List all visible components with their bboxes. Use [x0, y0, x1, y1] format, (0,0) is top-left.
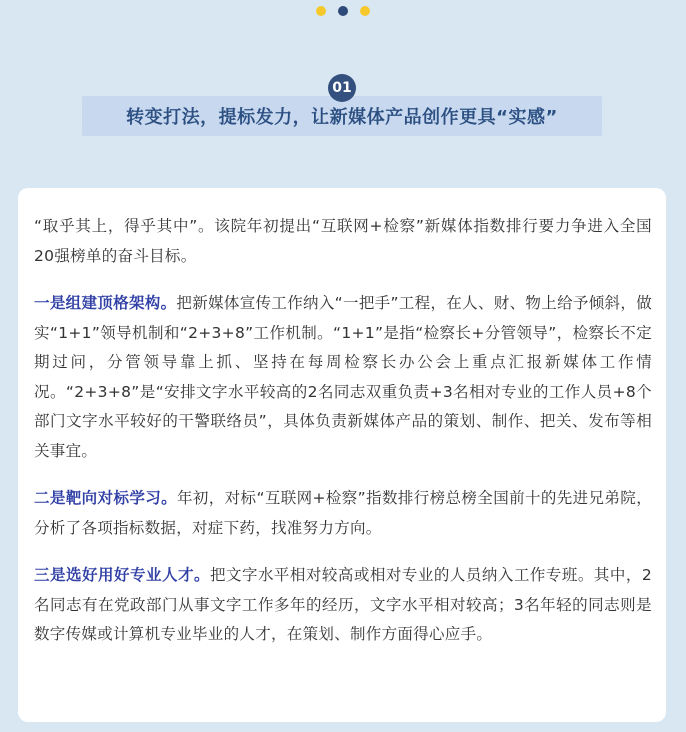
section-lead-1: 一是组建顶格架构。	[34, 294, 177, 312]
dot-navy-center	[338, 6, 348, 16]
section-number-badge: 01	[328, 74, 356, 102]
section-lead-2: 二是靶向对标学习。	[34, 489, 177, 507]
section-text-1: 把新媒体宣传工作纳入“一把手”工程，在人、财、物上给予倾斜，做实“1+1”领导机制和“2+3+8”工作机制。“1+1”是指“检察长+分管领导”，检察长不定期过问，分管领导靠上抓、坚持在每周检察长办公会上重点汇报新媒体工作情况。“2+3+8”是“安排文字水平较高的2名同志双重负责+3名相对专业的工作人员+8个部门文字水平较好的干警联络员”，具体负责新媒体产品的策划、制作、把关、发布等相关事宜。	[34, 294, 652, 460]
content-card	[18, 188, 666, 722]
section-lead-3: 三是选好用好专业人才。	[34, 566, 210, 584]
section-title: 转变打法，提标发力，让新媒体产品创作更具“实感”	[126, 107, 558, 128]
section-title-banner	[82, 96, 602, 136]
intro-text: “取乎其上，得乎其中”。该院年初提出“互联网+检察”新媒体指数排行要力争进入全国20强榜单的奋斗目标。	[34, 217, 652, 265]
dot-yellow-left	[316, 6, 326, 16]
section-text-2: 年初，对标“互联网+检察”指数排行榜总榜全国前十的先进兄弟院，分析了各项指标数据，对症下药，找准努力方向。	[34, 489, 652, 537]
section-text-3: 把文字水平相对较高或相对专业的人员纳入工作专班。其中，2名同志有在党政部门从事文字工作多年的经历，文字水平相对较高；3名年轻的同志则是数字传媒或计算机专业毕业的人才，在策划、制作方面得心应手。	[34, 566, 652, 643]
section-paragraph-1	[34, 289, 652, 466]
section-paragraph-2	[34, 484, 652, 543]
intro-paragraph	[34, 212, 652, 271]
decorative-dots	[0, 6, 686, 16]
dot-yellow-right	[360, 6, 370, 16]
section-paragraph-3	[34, 561, 652, 650]
